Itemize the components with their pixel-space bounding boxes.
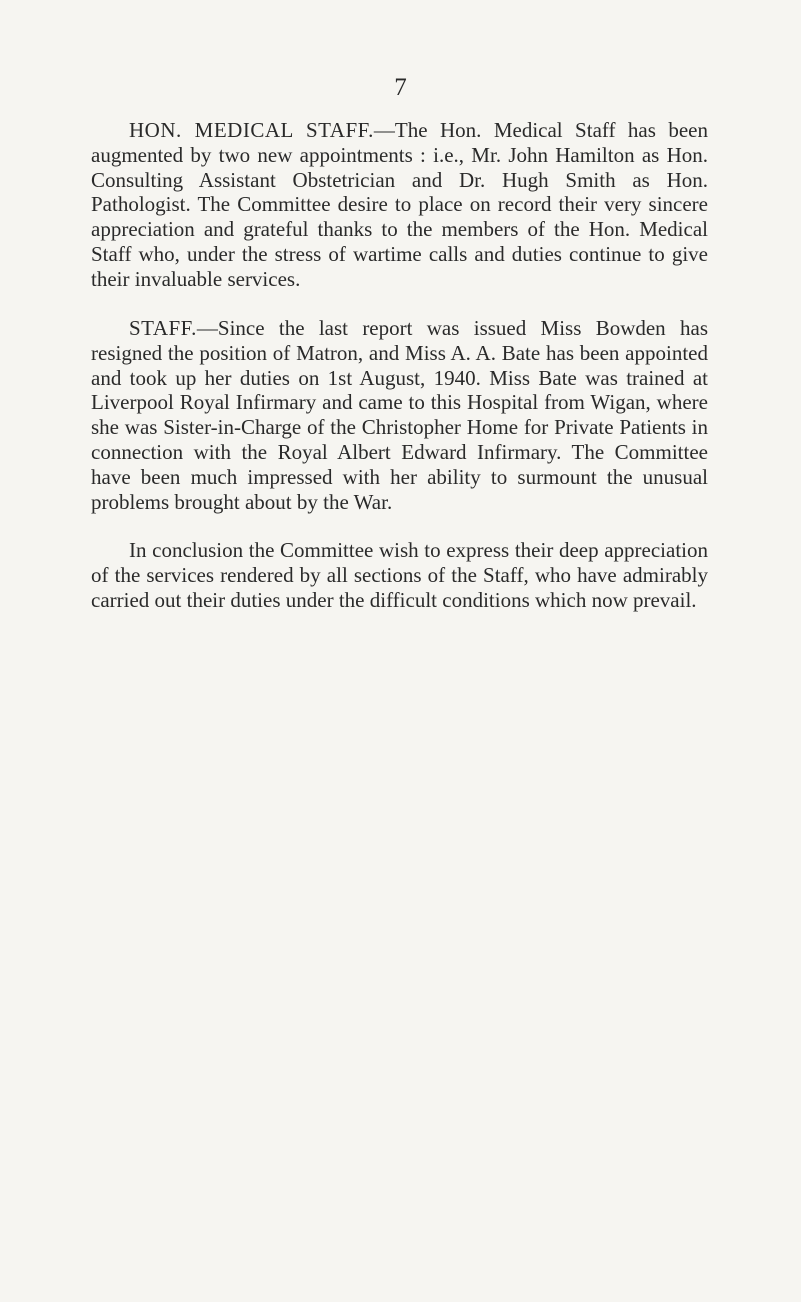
paragraph-staff [91,316,708,514]
paragraph-hon-medical-staff [91,118,708,292]
paragraph-body [91,118,708,292]
paragraph-heading: STAFF. [129,316,197,340]
paragraph-heading: HON. MEDICAL STAFF. [129,118,374,142]
paragraph-text: —The Hon. Medical Staff has been augmented by two new appointments : i.e., Mr. John Hamilton as Hon. Consulting Assistant Obstetrician and Dr. Hugh Smith as Hon. Pathologist. The Committee desire to place on record their very sincere appreciation and grateful thanks to the members of the Hon. Medical Staff who, under the stress of wartime calls and duties continue to give their invaluable services. [91,118,708,291]
paragraph-text: In conclusion the Committee wish to express their deep appreciation of the services rendered by all sections of the Staff, who have admirably carried out their duties under the difficult conditions which now prevail. [91,538,708,612]
paragraph-body [91,538,708,612]
paragraph-text: —Since the last report was issued Miss Bowden has resigned the position of Matron, and Miss A. A. Bate has been appointed and took up her duties on 1st August, 1940. Miss Bate was trained at Liverpool Royal Infirmary and came to this Hospital from Wigan, where she was Sister-in-Charge of the Christopher Home for Private Patients in connection with the Royal Albert Edward Infirmary. The Committee have been much impressed with her ability to surmount the unusual problems brought about by the War. [91,316,708,514]
paragraph-body [91,316,708,514]
paragraph-conclusion [91,538,708,612]
page-number: 7 [394,74,407,101]
